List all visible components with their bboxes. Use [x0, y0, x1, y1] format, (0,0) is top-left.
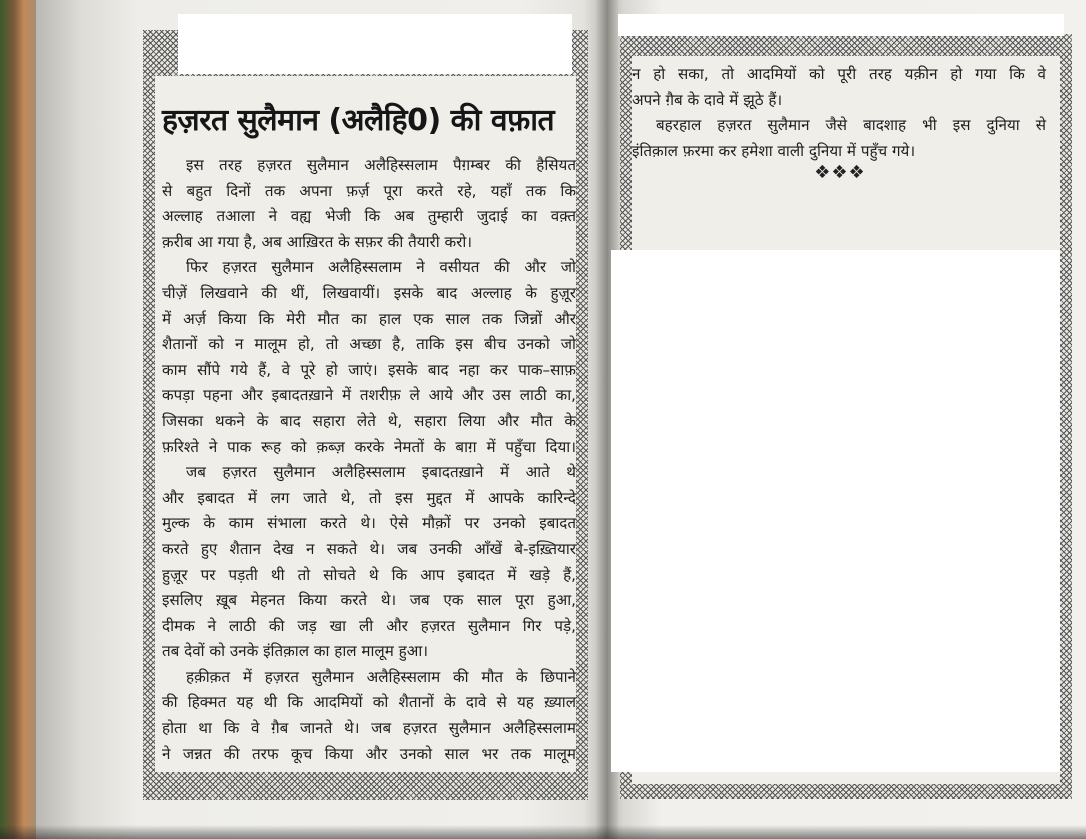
text-line: की हिक्मत यह थी कि आदमियों को शैतानों के दावे से यह ख़्याल: [162, 693, 576, 712]
text-line: जिसका थकने के बाद सहारा लेते थे, सहारा लिया और मौत के: [162, 411, 576, 430]
text-line: फिर हज़रत सुलैमान अलैहिस्सलाम ने वसीयत की और जो: [186, 258, 576, 277]
redacted-header-right: [618, 14, 1064, 36]
text-line: तब देवों को उनके इंतिक़ाल का हाल मालूम हुआ।: [162, 642, 428, 661]
text-line: काम सौंपे गये हैं, वे पूरे हो जाएं। इसके बाद नहा कर पाक–साफ़: [162, 360, 576, 379]
text-line: में अर्ज़ किया कि मेरी मौत का हाल एक साल तक जिन्नों और: [162, 309, 576, 328]
text-line: क़रीब आ गया है, अब आख़िरत के सफ़र की तैयारी करो।: [162, 232, 473, 251]
text-line: दीमक ने लाठी की जड़ खा ली और हज़रत सुलैमान गिर पड़े,: [162, 616, 576, 635]
text-line: इसलिए ख़ूब मेहनत किया करते थे। जब एक साल पूरा हुआ,: [162, 591, 576, 610]
left-page-body: [162, 153, 576, 767]
text-line: हक़ीक़त में हज़रत सुलैमान अलैहिस्सलाम की मौत के छिपाने: [186, 667, 576, 686]
right-page-body: [632, 62, 1046, 164]
text-line: चीज़ें लिखवाने की थीं, लिखवायीं। इसके बाद अल्लाह के हुज़ूर: [162, 283, 576, 302]
text-line: से बहुत दिनों तक अपना फ़र्ज़ पूरा करते रहे, यहाँ तक कि: [162, 181, 576, 200]
text-line: फ़रिश्ते ने पाक रूह को क़ब्ज़ करके नेमतों के बाग़ में पहुँचा दिया।: [162, 437, 576, 456]
text-line: अपने ग़ैब के दावे में झूठे हैं।: [632, 90, 783, 109]
text-line: न हो सका, तो आदमियों को पूरी तरह यक़ीन हो गया कि वे: [632, 65, 1046, 83]
redacted-header-left: [178, 14, 572, 74]
text-line: जब हज़रत सुलैमान अलैहिस्सलाम इबादतख़ाने में आते थे: [186, 463, 576, 482]
text-line: शैतानों को न मालूम हो, तो अच्छा है, ताकि इस बीच उनको जो: [162, 335, 576, 354]
text-line: कपड़ा पहना और इबादतख़ाने में तशरीफ़ ले आये और उस लाठी का,: [162, 386, 576, 405]
blank-area-right: [611, 250, 1060, 772]
text-line: बहरहाल हज़रत सुलैमान जैसे बादशाह भी इस दुनिया से: [656, 116, 1046, 135]
text-line: करते हुए शैतान देख न सकते थे। जब उनकी आँखें बे-इख़्तियार: [162, 539, 576, 558]
text-line: मुल्क के काम संभाला करते थे। ऐसे मौक़ों पर उनको इबादत: [162, 514, 576, 533]
text-line: और इबादत में लग जाते थे, तो इस मुद्दत में आपके कारिन्दे: [162, 488, 576, 507]
text-line: इस तरह हज़रत सुलैमान अलैहिस्सलाम पैग़म्बर की हैसियत: [186, 156, 576, 174]
text-line: अल्लाह तआला ने वह्य भेजी कि अब तुम्हारी जुदाई का वक़्त: [162, 207, 576, 226]
chapter-title: हज़रत सुलैमान (अलैहि0) की वफ़ात: [162, 103, 555, 138]
text-line: इंतिक़ाल फ़रमा कर हमेशा वाली दुनिया में पहुँच गये।: [632, 141, 916, 160]
book-edge: [0, 0, 40, 839]
text-line: होता था कि वे ग़ैब जानते थे। जब हज़रत सुलैमान अलैहिस्सलाम: [162, 719, 576, 738]
text-line: ने जन्नत की तरफ कूच किया और उनको साल भर तक मालूम: [162, 744, 576, 763]
section-end-ornament: ❖❖❖: [814, 162, 866, 183]
text-line: हुज़ूर पर पड़ती थी तो सोचते थे कि आप इबादत में खड़े हैं,: [162, 565, 576, 584]
bottom-shadow: [0, 825, 1086, 839]
